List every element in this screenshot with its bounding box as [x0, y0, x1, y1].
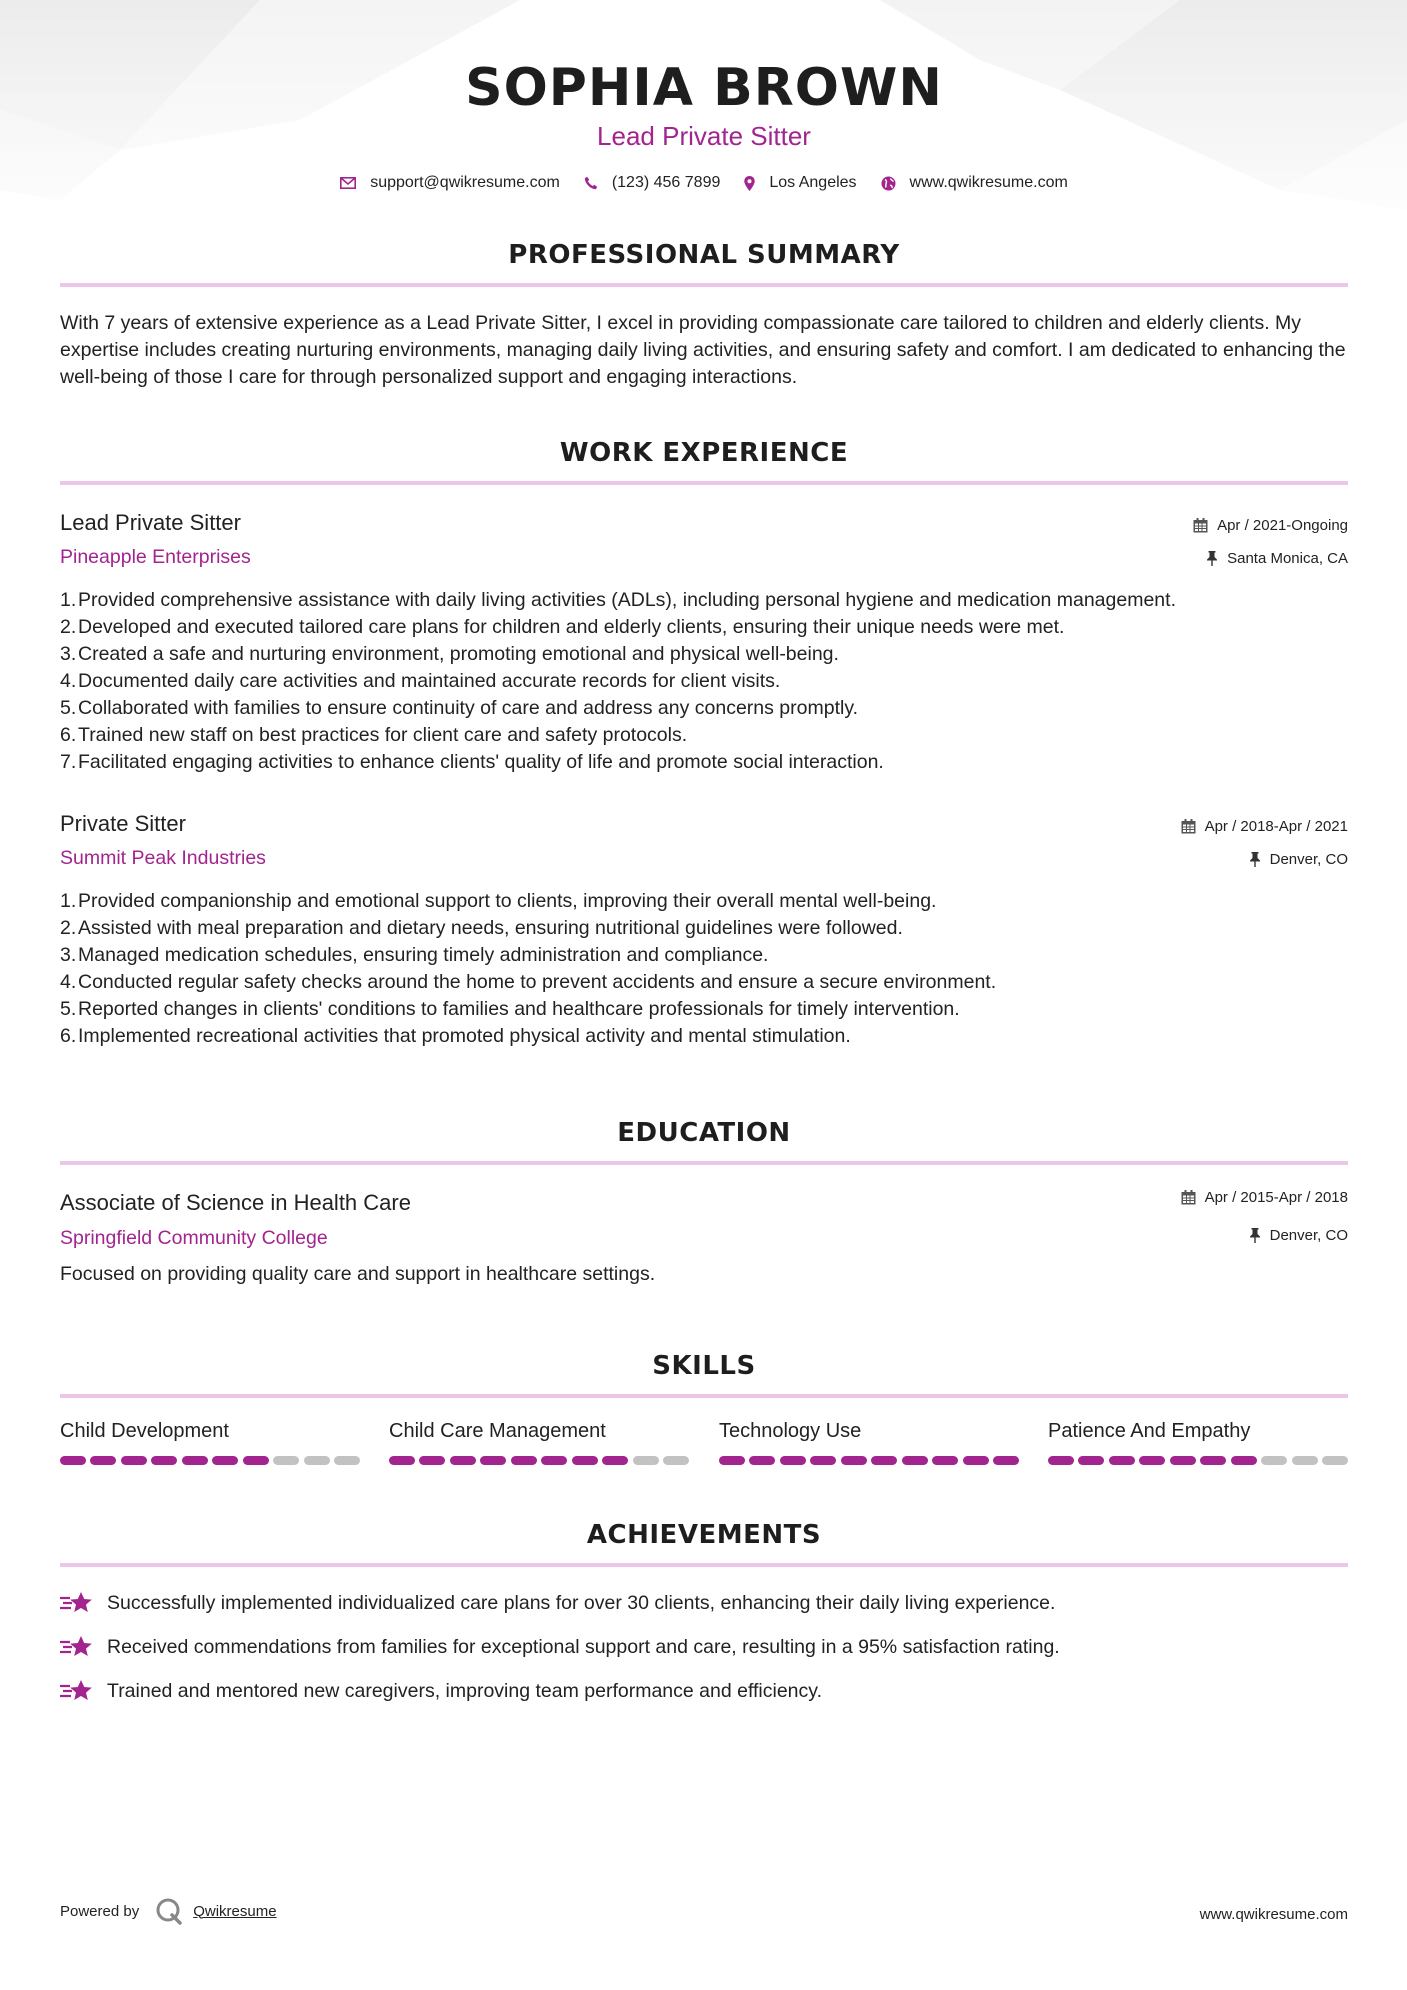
education-divider [60, 1161, 1348, 1165]
skill-level-segment [1200, 1456, 1226, 1465]
skill-item [1048, 1420, 1348, 1443]
skill-level-segment [304, 1456, 330, 1465]
skill-level-segment [1292, 1456, 1318, 1465]
pushpin-icon [1249, 852, 1261, 867]
skill-level-segment [1078, 1456, 1104, 1465]
candidate-name: SOPHIA BROWN [465, 58, 943, 118]
education-description: Focused on providing quality care and support in healthcare settings. [60, 1263, 656, 1285]
achievement-text: Successfully implemented individualized care plans for over 30 clients, enhancing their daily living experience. [107, 1591, 1056, 1614]
skill-level-segment [511, 1456, 537, 1465]
job-company: Pineapple Enterprises [60, 546, 251, 568]
phone-text: (123) 456 7899 [611, 174, 721, 191]
skill-level-segment [450, 1456, 476, 1465]
skill-level-segment [334, 1456, 360, 1465]
list-item: 4. Documented daily care activities and maintained accurate records for client visits. [60, 670, 781, 692]
skill-level-bar [60, 1456, 360, 1466]
education-dates-text: Apr / 2015-Apr / 2018 [1204, 1189, 1348, 1206]
shooting-star-icon [60, 1634, 94, 1660]
job-dates-text: Apr / 2018-Apr / 2021 [1204, 818, 1348, 835]
skill-level-segment [780, 1456, 806, 1465]
skill-level-segment [480, 1456, 506, 1465]
list-item: 6. Trained new staff on best practices for client care and safety protocols. [60, 724, 688, 746]
job-dates-text: Apr / 2021-Ongoing [1217, 517, 1348, 534]
skills-section-title: SKILLS [652, 1351, 756, 1381]
list-item: 5. Reported changes in clients' conditions to families and healthcare professionals for timely intervention. [60, 998, 960, 1020]
contact-phone[interactable] [584, 174, 721, 192]
skill-level-segment [1261, 1456, 1287, 1465]
location-text: Los Angeles [769, 174, 857, 191]
list-item: 2. Assisted with meal preparation and dietary needs, ensuring nutritional guidelines were followed. [60, 917, 903, 939]
website-text: www.qwikresume.com [909, 174, 1068, 191]
skill-level-segment [121, 1456, 147, 1465]
powered-by-label: Powered by [60, 1902, 140, 1920]
calendar-icon [1181, 819, 1196, 834]
skill-level-segment [993, 1456, 1019, 1465]
skill-name: Child Development [60, 1420, 229, 1442]
skill-level-bar [1048, 1456, 1348, 1466]
phone-icon [584, 176, 598, 190]
shooting-star-icon [60, 1678, 94, 1704]
skill-item [60, 1420, 360, 1443]
education-location-text: Denver, CO [1269, 1227, 1348, 1244]
skill-level-segment [749, 1456, 775, 1465]
skill-item [719, 1420, 1019, 1443]
summary-text: With 7 years of extensive experience as a Lead Private Sitter, I excel in providing compassionate care tailored to children and elderly clients. My expertise includes creating nurturing environments, managing daily living activities, and ensuring safety and comfort. I am dedicated to enhancing the well-being of those I care for through personalized support and engaging interactions. [60, 312, 1346, 388]
list-item: 3. Managed medication schedules, ensuring timely administration and compliance. [60, 944, 769, 966]
education-location [1249, 1227, 1348, 1244]
list-item: 5. Collaborated with families to ensure continuity of care and address any concerns promptly. [60, 697, 859, 719]
achievement-text: Received commendations from families for exceptional support and care, resulting in a 95% satisfaction rating. [107, 1635, 1060, 1658]
skill-level-segment [841, 1456, 867, 1465]
job-dates [1181, 818, 1348, 835]
school-name: Springfield Community College [60, 1227, 328, 1249]
skill-level-segment [1139, 1456, 1165, 1465]
skill-level-segment [1322, 1456, 1348, 1465]
job-location-text: Santa Monica, CA [1227, 550, 1348, 567]
degree-title: Associate of Science in Health Care [60, 1190, 411, 1215]
skill-name: Technology Use [719, 1420, 862, 1442]
list-item: 3. Created a safe and nurturing environment, promoting emotional and physical well-being. [60, 643, 839, 665]
education-dates [1181, 1189, 1348, 1206]
email-text: support@qwikresume.com [370, 174, 560, 191]
skill-level-segment [541, 1456, 567, 1465]
skill-level-segment [871, 1456, 897, 1465]
footer-website[interactable]: www.qwikresume.com [1199, 1906, 1348, 1923]
skill-level-segment [902, 1456, 928, 1465]
skill-level-segment [60, 1456, 86, 1465]
calendar-icon [1193, 518, 1208, 533]
skill-level-bar [719, 1456, 1019, 1466]
job-location [1249, 851, 1348, 868]
skill-level-segment [633, 1456, 659, 1465]
skills-divider [60, 1394, 1348, 1398]
skill-level-segment [151, 1456, 177, 1465]
list-item: 4. Conducted regular safety checks around the home to prevent accidents and ensure a secure environment. [60, 971, 997, 993]
envelope-icon [340, 177, 356, 189]
skill-level-segment [572, 1456, 598, 1465]
achievements-section-title: ACHIEVEMENTS [586, 1520, 822, 1550]
skill-name: Child Care Management [389, 1420, 606, 1442]
achievement-item [60, 1590, 1348, 1616]
calendar-icon [1181, 1190, 1196, 1205]
skill-level-segment [810, 1456, 836, 1465]
map-pin-icon [744, 176, 755, 191]
job-company: Summit Peak Industries [60, 847, 266, 869]
skill-level-segment [1231, 1456, 1257, 1465]
shooting-star-icon [60, 1590, 94, 1616]
experience-divider [60, 481, 1348, 485]
qwikresume-logo-icon [155, 1897, 183, 1925]
skill-level-segment [389, 1456, 415, 1465]
contact-email[interactable] [340, 174, 560, 192]
skill-level-bar [389, 1456, 689, 1466]
footer-powered-by [60, 1897, 277, 1925]
skill-level-segment [419, 1456, 445, 1465]
globe-icon [881, 176, 896, 191]
contact-bar [60, 174, 1348, 192]
list-item: 2. Developed and executed tailored care plans for children and elderly clients, ensuring their unique needs were met. [60, 616, 1065, 638]
skill-level-segment [90, 1456, 116, 1465]
skill-level-segment [243, 1456, 269, 1465]
achievement-text: Trained and mentored new caregivers, improving team performance and efficiency. [107, 1679, 822, 1702]
skill-level-segment [273, 1456, 299, 1465]
skill-level-segment [1048, 1456, 1074, 1465]
job-title: Private Sitter [60, 811, 186, 836]
qwikresume-link[interactable]: Qwikresume [193, 1902, 277, 1920]
pushpin-icon [1206, 551, 1218, 566]
contact-location [744, 174, 856, 192]
job-responsibilities [60, 587, 1348, 776]
achievement-item [60, 1634, 1348, 1660]
skill-level-segment [932, 1456, 958, 1465]
job-dates [1193, 517, 1348, 534]
education-section-title: EDUCATION [617, 1118, 791, 1148]
skill-name: Patience And Empathy [1048, 1420, 1251, 1442]
job-location-text: Denver, CO [1269, 851, 1348, 868]
list-item: 1. Provided comprehensive assistance with daily living activities (ADLs), including personal hygiene and medication management. [60, 589, 1176, 611]
skill-level-segment [212, 1456, 238, 1465]
pushpin-icon [1249, 1228, 1261, 1243]
skill-level-segment [182, 1456, 208, 1465]
experience-section-title: WORK EXPERIENCE [559, 438, 849, 468]
candidate-headline: Lead Private Sitter [597, 121, 811, 151]
list-item: 1. Provided companionship and emotional support to clients, improving their overall mental well-being. [60, 890, 937, 912]
skill-item [389, 1420, 689, 1443]
summary-divider [60, 283, 1348, 287]
skill-level-segment [1170, 1456, 1196, 1465]
skill-level-segment [602, 1456, 628, 1465]
achievement-item [60, 1678, 1348, 1704]
skill-level-segment [719, 1456, 745, 1465]
achievements-divider [60, 1563, 1348, 1567]
skill-level-segment [963, 1456, 989, 1465]
list-item: 6. Implemented recreational activities that promoted physical activity and mental stimulation. [60, 1025, 851, 1047]
contact-website[interactable] [881, 174, 1068, 192]
job-responsibilities [60, 888, 1348, 1050]
job-location [1206, 550, 1348, 567]
skill-level-segment [1109, 1456, 1135, 1465]
job-title: Lead Private Sitter [60, 510, 241, 535]
list-item: 7. Facilitated engaging activities to enhance clients' quality of life and promote social interaction. [60, 751, 884, 773]
skill-level-segment [663, 1456, 689, 1465]
summary-section-title: PROFESSIONAL SUMMARY [508, 240, 900, 270]
